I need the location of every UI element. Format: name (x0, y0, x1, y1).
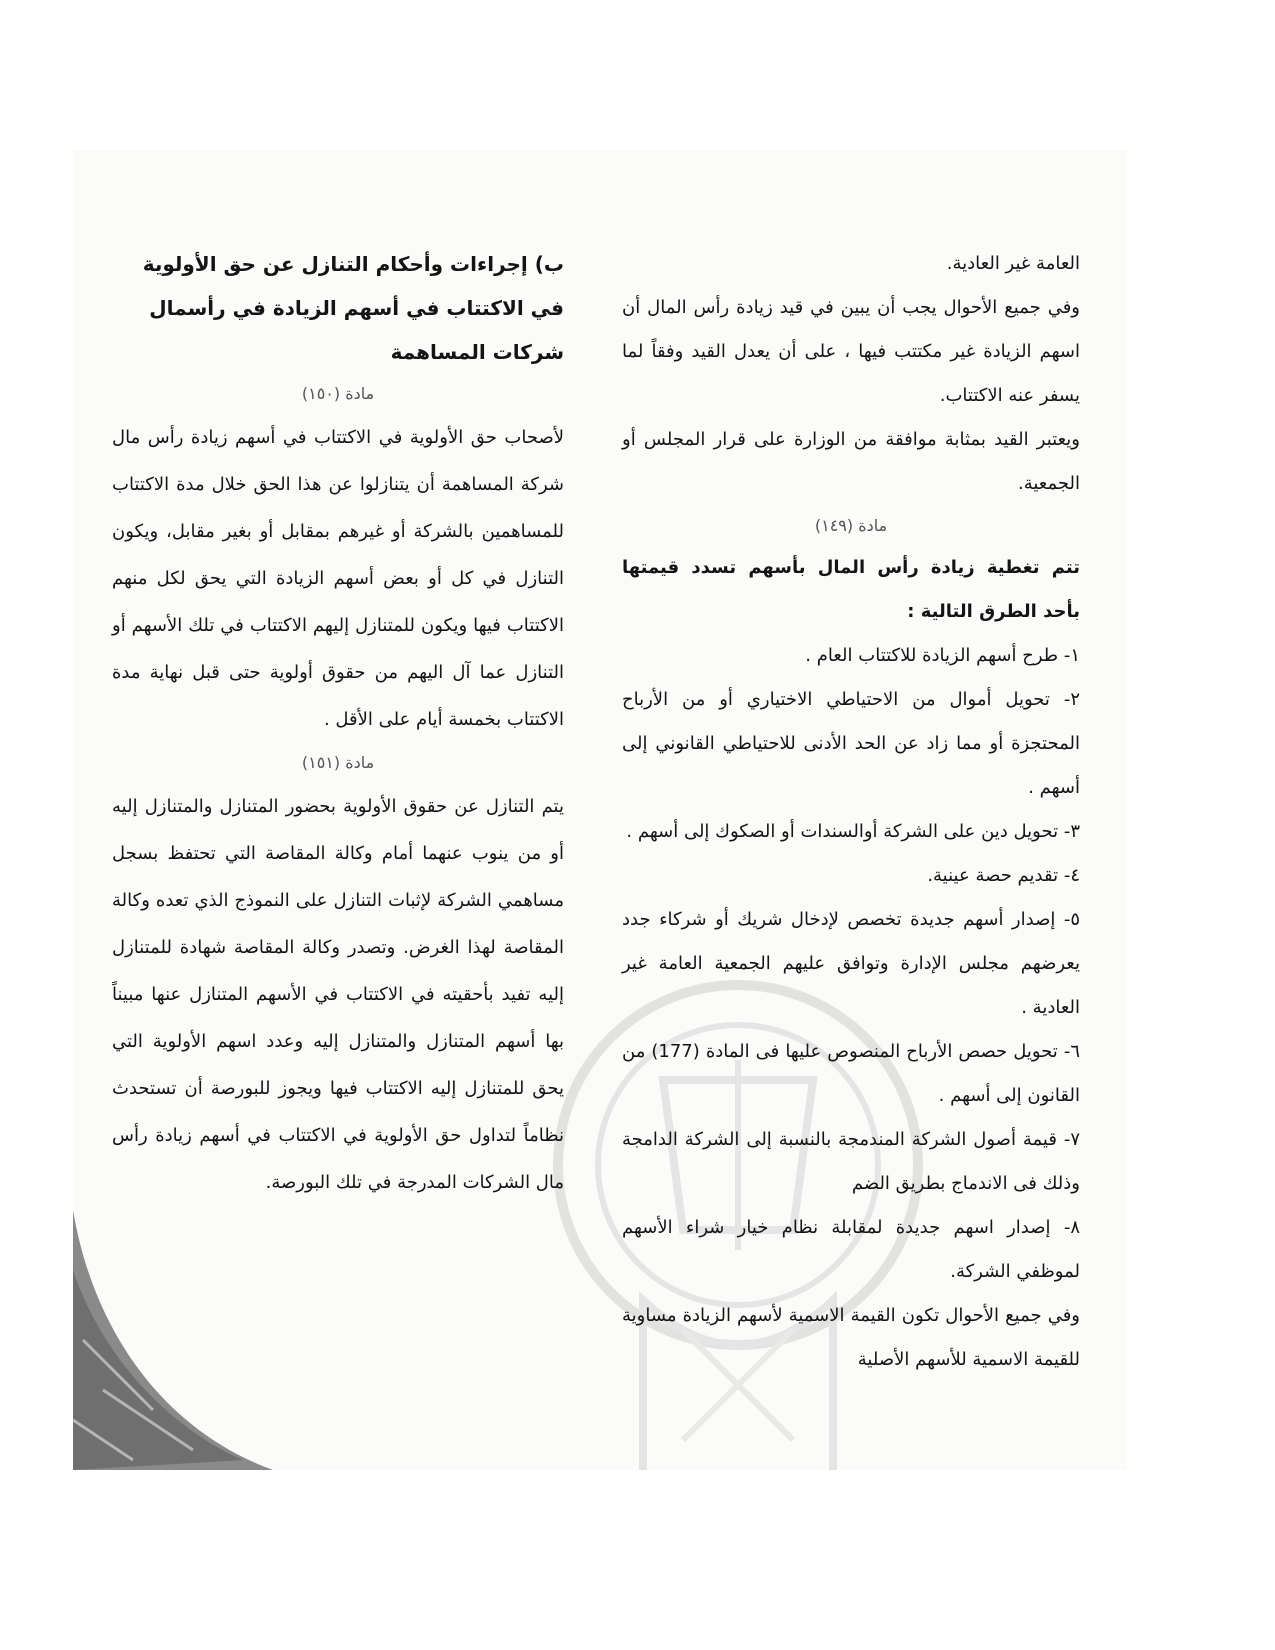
right-column (622, 242, 1080, 1382)
left-column (112, 242, 564, 1206)
article-151-label: مادة (١٥١) (301, 753, 375, 772)
list-item: ٥- إصدار أسهم جديدة تخصص لإدخال شريك أو شركاء جدد يعرضهم مجلس الإدارة وتوافق عليهم الجمعية العامة غير العادية . (622, 909, 1080, 1018)
article-150-text: لأصحاب حق الأولوية في الاكتتاب في أسهم زيادة رأس مال شركة المساهمة أن يتنازلوا عن هذا الحق خلال مدة الاكتتاب للمساهمين بالشركة أو غيرهم بمقابل أو بغير مقابل، ويكون التنازل في كل أو بعض أسهم الزيادة التي يحق لكل منهم الاكتتاب فيها ويكون للمتنازل إليهم الاكتتاب في تلك الأسهم أو التنازل عما آل اليهم من حقوق أولوية حتى قبل نهاية مدة الاكتتاب بخمسة أيام على الأقل . (112, 427, 564, 730)
closing-paragraph: وفي جميع الأحوال تكون القيمة الاسمية لأسهم الزيادة مساوية للقيمة الاسمية للأسهم الأصلية (622, 1305, 1080, 1370)
list-item: ٧- قيمة أصول الشركة المندمجة بالنسبة إلى الشركة الدامجة وذلك فى الاندماج بطريق الضم (622, 1129, 1080, 1194)
list-item: ٢- تحويل أموال من الاحتياطي الاختياري أو من الأرباح المحتجزة أو مما زاد عن الحد الأدنى للاحتياطي القانوني إلى أسهم . (622, 689, 1080, 798)
article-151-text: يتم التنازل عن حقوق الأولوية بحضور المتنازل والمتنازل إليه أو من ينوب عنهما أمام وكالة المقاصة التي تحتفظ بسجل مساهمي الشركة لإثبات التنازل على النموذج الذي تعده وكالة المقاصة لهذا الغرض. وتصدر وكالة المقاصة شهادة للمتنازل إليه تفيد بأحقيته في الاكتتاب في الأسهم المتنازل عنها مبيناً بها أسهم المتنازل والمتنازل إليه وعدد اسهم الأولوية التي يحق للمتنازل إليه الاكتتاب فيها ويجوز للبورصة أن تستحدث نظاماً لتداول حق الأولوية في الاكتتاب في أسهم زيادة رأس مال الشركات المدرجة في تلك البورصة. (112, 796, 564, 1193)
page-curl-decoration (73, 1210, 273, 1470)
list-item: ٨- إصدار اسهم جديدة لمقابلة نظام خيار شراء الأسهم لموظفي الشركة. (622, 1217, 1080, 1282)
list-item: ٦- تحويل حصص الأرباح المنصوص عليها فى المادة (177) من القانون إلى أسهم . (622, 1041, 1080, 1106)
list-item: ٤- تقديم حصة عينية. (927, 865, 1080, 886)
list-item: ٣- تحويل دين على الشركة أوالسندات أو الصكوك إلى أسهم . (626, 821, 1080, 842)
paragraph-registration: وفي جميع الأحوال يجب أن يبين في قيد زيادة رأس المال أن اسهم الزيادة غير مكتتب فيها ، على أن يعدل القيد وفقاً لما يسفر عنه الاكتتاب. (622, 297, 1080, 406)
section-title: ب) إجراءات وأحكام التنازل عن حق الأولوية في الاكتتاب في أسهم الزيادة في رأسمال شركات المساهمة (142, 252, 564, 364)
paragraph-approval: ويعتبر القيد بمثابة موافقة من الوزارة على قرار المجلس أو الجمعية. (622, 429, 1080, 494)
article-150-label: مادة (١٥٠) (301, 384, 375, 403)
article-149-lead: تتم تغطية زيادة رأس المال بأسهم تسدد قيمتها بأحد الطرق التالية : (622, 557, 1080, 622)
article-149-label: مادة (١٤٩) (814, 516, 888, 535)
intro-line: العامة غير العادية. (946, 253, 1080, 274)
list-item: ١- طرح أسهم الزيادة للاكتتاب العام . (805, 645, 1080, 666)
